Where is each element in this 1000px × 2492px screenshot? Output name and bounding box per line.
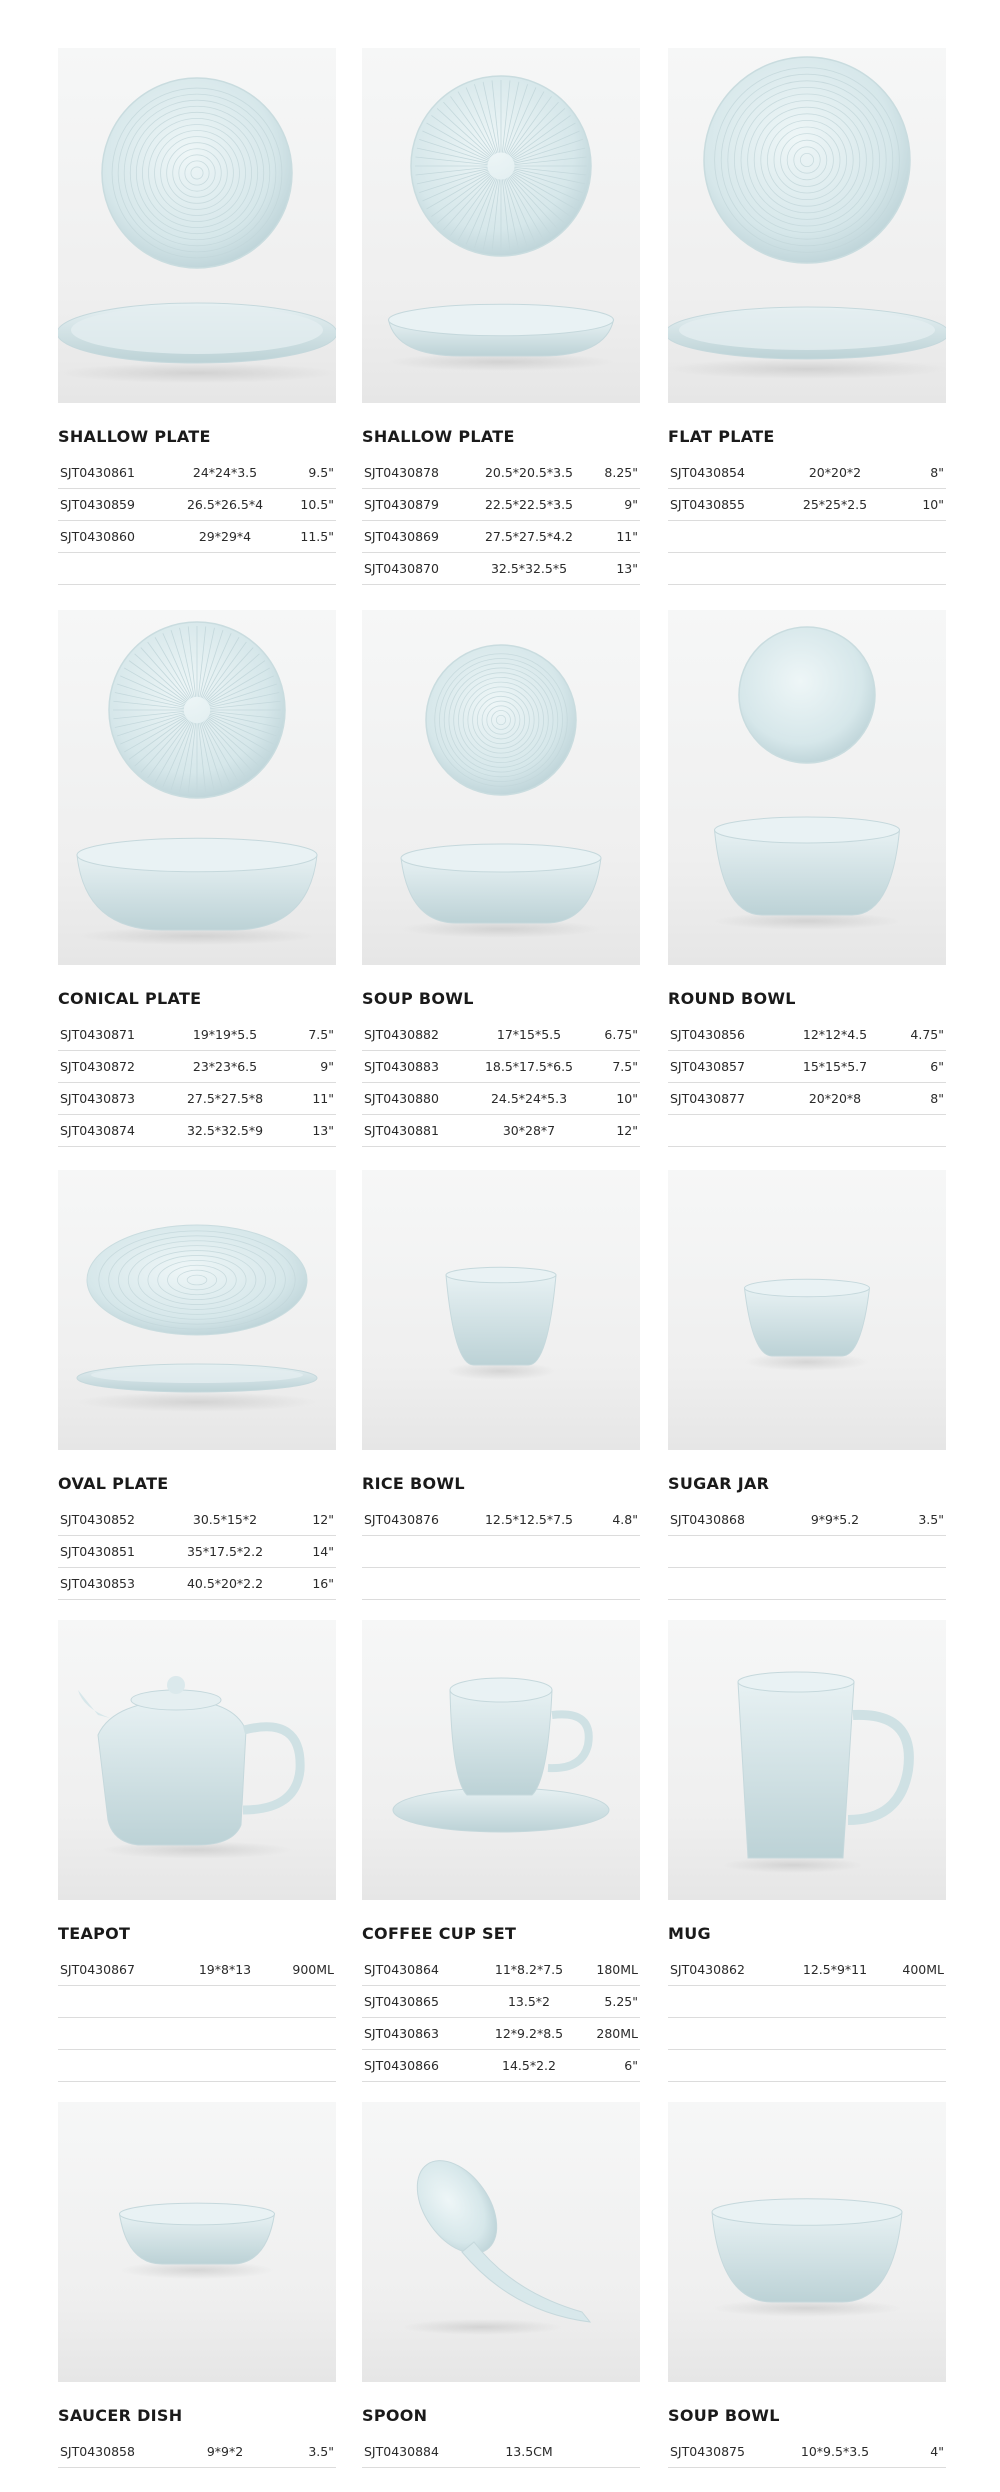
product-code: SJT0430879 xyxy=(364,497,439,512)
product-size: 12" xyxy=(312,1512,334,1527)
product-card xyxy=(668,2102,946,2468)
product-code: SJT0430864 xyxy=(364,1962,439,1977)
product-size: 8" xyxy=(930,465,944,480)
product-dimensions: 18.5*17.5*6.5 xyxy=(484,1059,574,1074)
product-code: SJT0430882 xyxy=(364,1027,439,1042)
spec-table xyxy=(58,1504,336,1600)
spec-row xyxy=(668,2018,946,2050)
product-code: SJT0430883 xyxy=(364,1059,439,1074)
product-size: 180ML xyxy=(596,1962,638,1977)
oval-plate-photo xyxy=(58,1170,336,1450)
spec-table xyxy=(58,457,336,585)
product-code: SJT0430859 xyxy=(60,497,135,512)
product-size: 9" xyxy=(624,497,638,512)
product-dimensions: 26.5*26.5*4 xyxy=(186,497,264,512)
product-name: SOUP BOWL xyxy=(668,2406,780,2425)
spec-table xyxy=(668,1504,946,1600)
product-name: SPOON xyxy=(362,2406,428,2425)
product-name: MUG xyxy=(668,1924,711,1943)
product-size: 13" xyxy=(616,561,638,576)
product-code: SJT0430866 xyxy=(364,2058,439,2073)
product-name: COFFEE CUP SET xyxy=(362,1924,517,1943)
product-size: 9" xyxy=(320,1059,334,1074)
product-dimensions: 14.5*2.2 xyxy=(502,2058,556,2073)
product-code: SJT0430871 xyxy=(60,1027,135,1042)
spec-row xyxy=(58,1954,336,1986)
spec-row xyxy=(668,553,946,585)
product-code: SJT0430855 xyxy=(670,497,745,512)
product-dimensions: 10*9.5*3.5 xyxy=(800,2444,870,2459)
product-size: 11" xyxy=(616,529,638,544)
product-code: SJT0430870 xyxy=(364,561,439,576)
spec-row xyxy=(362,1568,640,1600)
spec-row xyxy=(668,1954,946,1986)
product-code: SJT0430858 xyxy=(60,2444,135,2459)
product-size: 11" xyxy=(312,1091,334,1106)
product-dimensions: 20*20*8 xyxy=(808,1091,862,1106)
product-dimensions: 12*12*4.5 xyxy=(802,1027,868,1042)
product-code: SJT0430876 xyxy=(364,1512,439,1527)
product-code: SJT0430877 xyxy=(670,1091,745,1106)
product-dimensions: 19*8*13 xyxy=(198,1962,252,1977)
product-code: SJT0430869 xyxy=(364,529,439,544)
product-size: 9.5" xyxy=(308,465,334,480)
spec-table xyxy=(362,457,640,585)
product-size: 400ML xyxy=(902,1962,944,1977)
flat-plate-photo xyxy=(668,48,946,403)
spec-row xyxy=(58,553,336,585)
product-code: SJT0430857 xyxy=(670,1059,745,1074)
product-dimensions: 12*9.2*8.5 xyxy=(494,2026,564,2041)
product-name: SHALLOW PLATE xyxy=(58,427,211,446)
product-size: 6" xyxy=(930,1059,944,1074)
spec-table xyxy=(668,1019,946,1147)
soup-bowl-photo xyxy=(668,2102,946,2382)
spec-row xyxy=(668,489,946,521)
product-dimensions: 32.5*32.5*9 xyxy=(186,1123,264,1138)
spec-row xyxy=(58,1568,336,1600)
spec-row xyxy=(58,1051,336,1083)
spec-row xyxy=(362,1083,640,1115)
spec-row xyxy=(362,2050,640,2082)
product-name: SOUP BOWL xyxy=(362,989,474,1008)
spec-row xyxy=(58,1083,336,1115)
coffee-cup-set-photo xyxy=(362,1620,640,1900)
product-size: 900ML xyxy=(292,1962,334,1977)
shallow-plate-photo xyxy=(58,48,336,403)
spec-row xyxy=(668,1051,946,1083)
product-code: SJT0430865 xyxy=(364,1994,439,2009)
product-size: 4" xyxy=(930,2444,944,2459)
round-bowl-photo xyxy=(668,610,946,965)
product-dimensions: 20*20*2 xyxy=(808,465,862,480)
product-code: SJT0430867 xyxy=(60,1962,135,1977)
spec-row xyxy=(58,1986,336,2018)
product-size: 11.5" xyxy=(300,529,334,544)
product-dimensions: 20.5*20.5*3.5 xyxy=(484,465,574,480)
conical-plate-photo xyxy=(58,610,336,965)
spec-row xyxy=(58,1504,336,1536)
spec-table xyxy=(58,1954,336,2082)
product-dimensions: 23*23*6.5 xyxy=(192,1059,258,1074)
spec-row xyxy=(58,1536,336,1568)
spec-row xyxy=(58,2050,336,2082)
spec-row xyxy=(58,2018,336,2050)
product-code: SJT0430856 xyxy=(670,1027,745,1042)
spec-row xyxy=(58,1115,336,1147)
product-size: 7.5" xyxy=(612,1059,638,1074)
product-name: SUGAR JAR xyxy=(668,1474,770,1493)
product-size: 8.25" xyxy=(604,465,638,480)
spec-table xyxy=(58,1019,336,1147)
product-card xyxy=(668,48,946,585)
spec-row xyxy=(58,457,336,489)
sugar-jar-photo xyxy=(668,1170,946,1450)
spec-row xyxy=(362,2018,640,2050)
product-size: 4.8" xyxy=(612,1512,638,1527)
product-dimensions: 19*19*5.5 xyxy=(192,1027,258,1042)
product-size: 5.25" xyxy=(604,1994,638,2009)
spec-row xyxy=(362,2436,640,2468)
product-size: 10.5" xyxy=(300,497,334,512)
product-dimensions: 24*24*3.5 xyxy=(192,465,258,480)
spec-row xyxy=(362,1019,640,1051)
product-card xyxy=(362,610,640,1147)
product-name: CONICAL PLATE xyxy=(58,989,202,1008)
product-name: SAUCER DISH xyxy=(58,2406,183,2425)
product-size: 280ML xyxy=(596,2026,638,2041)
spec-row xyxy=(362,1115,640,1147)
saucer-dish-photo xyxy=(58,2102,336,2382)
product-code: SJT0430861 xyxy=(60,465,135,480)
product-code: SJT0430863 xyxy=(364,2026,439,2041)
product-card xyxy=(58,48,336,585)
spec-row xyxy=(362,457,640,489)
product-card xyxy=(362,48,640,585)
product-size: 4.75" xyxy=(910,1027,944,1042)
spec-table xyxy=(668,457,946,585)
product-code: SJT0430873 xyxy=(60,1091,135,1106)
product-dimensions: 13.5*2 xyxy=(507,1994,551,2009)
product-card xyxy=(58,1170,336,1600)
product-size: 16" xyxy=(312,1576,334,1591)
spec-row xyxy=(668,1083,946,1115)
product-name: OVAL PLATE xyxy=(58,1474,169,1493)
product-dimensions: 40.5*20*2.2 xyxy=(186,1576,264,1591)
spec-row xyxy=(362,521,640,553)
spec-row xyxy=(668,1019,946,1051)
spec-table xyxy=(362,2436,640,2468)
spec-row xyxy=(58,1019,336,1051)
product-code: SJT0430851 xyxy=(60,1544,135,1559)
spec-table xyxy=(668,2436,946,2468)
spec-row xyxy=(668,2436,946,2468)
spec-row xyxy=(668,1568,946,1600)
product-code: SJT0430852 xyxy=(60,1512,135,1527)
spec-row xyxy=(362,1986,640,2018)
product-dimensions: 30*28*7 xyxy=(502,1123,556,1138)
spec-row xyxy=(362,1536,640,1568)
product-card xyxy=(362,1620,640,2082)
product-code: SJT0430875 xyxy=(670,2444,745,2459)
product-dimensions: 11*8.2*7.5 xyxy=(494,1962,564,1977)
spec-table xyxy=(58,2436,336,2468)
product-size: 3.5" xyxy=(918,1512,944,1527)
product-name: FLAT PLATE xyxy=(668,427,775,446)
product-code: SJT0430853 xyxy=(60,1576,135,1591)
product-size: 3.5" xyxy=(308,2444,334,2459)
product-name: SHALLOW PLATE xyxy=(362,427,515,446)
product-size: 7.5" xyxy=(308,1027,334,1042)
product-dimensions: 32.5*32.5*5 xyxy=(490,561,568,576)
spec-row xyxy=(362,489,640,521)
spec-row xyxy=(362,553,640,585)
product-dimensions: 24.5*24*5.3 xyxy=(490,1091,568,1106)
product-code: SJT0430860 xyxy=(60,529,135,544)
product-size: 6.75" xyxy=(604,1027,638,1042)
product-dimensions: 12.5*12.5*7.5 xyxy=(484,1512,574,1527)
mug-photo xyxy=(668,1620,946,1900)
product-dimensions: 9*9*2 xyxy=(206,2444,244,2459)
spec-row xyxy=(668,1986,946,2018)
spec-row xyxy=(362,1504,640,1536)
spec-table xyxy=(362,1019,640,1147)
product-dimensions: 25*25*2.5 xyxy=(802,497,868,512)
product-dimensions: 29*29*4 xyxy=(198,529,252,544)
product-size: 10" xyxy=(616,1091,638,1106)
rice-bowl-photo xyxy=(362,1170,640,1450)
product-name: ROUND BOWL xyxy=(668,989,796,1008)
product-dimensions: 17*15*5.5 xyxy=(496,1027,562,1042)
product-card xyxy=(362,2102,640,2468)
product-dimensions: 27.5*27.5*8 xyxy=(186,1091,264,1106)
spec-table xyxy=(362,1954,640,2082)
spec-row xyxy=(362,1954,640,1986)
product-name: RICE BOWL xyxy=(362,1474,465,1493)
spec-row xyxy=(668,457,946,489)
spec-table xyxy=(362,1504,640,1600)
product-code: SJT0430872 xyxy=(60,1059,135,1074)
product-card xyxy=(668,1170,946,1600)
spec-row xyxy=(58,2436,336,2468)
product-size: 13" xyxy=(312,1123,334,1138)
soup-bowl-photo xyxy=(362,610,640,965)
product-code: SJT0430862 xyxy=(670,1962,745,1977)
product-code: SJT0430881 xyxy=(364,1123,439,1138)
spec-row xyxy=(668,1115,946,1147)
product-card xyxy=(58,2102,336,2468)
product-size: 8" xyxy=(930,1091,944,1106)
product-size: 6" xyxy=(624,2058,638,2073)
spec-row xyxy=(58,521,336,553)
spec-row xyxy=(668,1504,946,1536)
product-dimensions: 27.5*27.5*4.2 xyxy=(484,529,574,544)
product-card xyxy=(362,1170,640,1600)
shallow-plate-photo xyxy=(362,48,640,403)
product-code: SJT0430878 xyxy=(364,465,439,480)
product-code: SJT0430880 xyxy=(364,1091,439,1106)
product-dimensions: 13.5CM xyxy=(505,2444,553,2459)
product-code: SJT0430874 xyxy=(60,1123,135,1138)
spoon-photo xyxy=(362,2102,640,2382)
product-code: SJT0430854 xyxy=(670,465,745,480)
product-card xyxy=(668,610,946,1147)
product-dimensions: 15*15*5.7 xyxy=(802,1059,868,1074)
product-name: TEAPOT xyxy=(58,1924,131,1943)
product-card xyxy=(58,1620,336,2082)
spec-row xyxy=(668,2050,946,2082)
product-card xyxy=(58,610,336,1147)
spec-table xyxy=(668,1954,946,2082)
product-dimensions: 9*9*5.2 xyxy=(810,1512,860,1527)
spec-row xyxy=(668,1536,946,1568)
spec-row xyxy=(668,521,946,553)
product-size: 10" xyxy=(922,497,944,512)
product-code: SJT0430868 xyxy=(670,1512,745,1527)
product-card xyxy=(668,1620,946,2082)
product-size: 12" xyxy=(616,1123,638,1138)
spec-row xyxy=(58,489,336,521)
product-code: SJT0430884 xyxy=(364,2444,439,2459)
product-dimensions: 30.5*15*2 xyxy=(192,1512,258,1527)
spec-row xyxy=(362,1051,640,1083)
product-size: 14" xyxy=(312,1544,334,1559)
product-dimensions: 12.5*9*11 xyxy=(802,1962,868,1977)
teapot-photo xyxy=(58,1620,336,1900)
product-dimensions: 22.5*22.5*3.5 xyxy=(484,497,574,512)
product-dimensions: 35*17.5*2.2 xyxy=(186,1544,264,1559)
